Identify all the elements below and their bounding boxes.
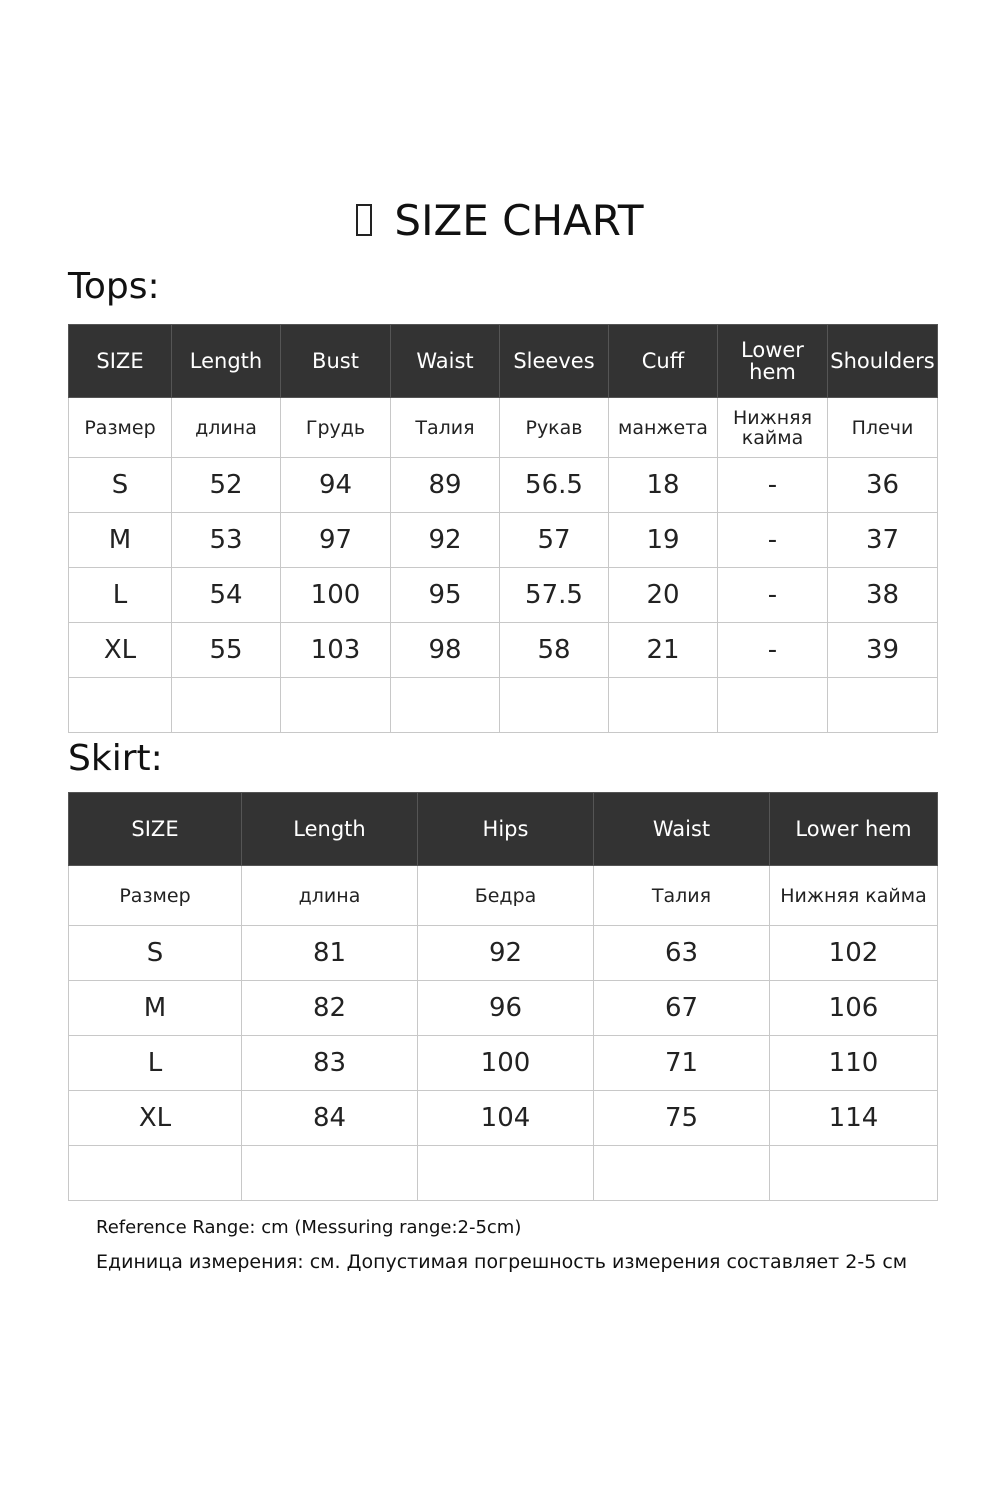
column-header: Bust [281,325,391,398]
column-header-ru: длина [172,398,281,458]
skirt-heading: Skirt: [68,738,163,779]
table-cell: 53 [172,513,281,568]
table-cell: 57 [500,513,609,568]
reference-note: Reference Range: cm (Messuring range:2-5cm) [96,1217,522,1238]
table-cell: 82 [242,981,418,1036]
table-row [69,623,938,678]
column-header-ru: Размер [69,398,172,458]
empty-cell [391,678,500,733]
table-cell: 75 [594,1091,770,1146]
table-cell: M [69,513,172,568]
column-header-ru: длина [242,866,418,926]
table-cell: S [69,926,242,981]
column-header: Length [242,793,418,866]
table-cell: L [69,1036,242,1091]
skirt-table [68,792,938,1201]
tops-heading: Tops: [68,266,160,307]
column-header: Sleeves [500,325,609,398]
empty-cell [594,1146,770,1201]
table-cell: 36 [828,458,938,513]
table-cell: - [718,623,828,678]
column-header-ru: Талия [594,866,770,926]
table-cell: 56.5 [500,458,609,513]
table-cell: 103 [281,623,391,678]
table-cell: 84 [242,1091,418,1146]
table-row [69,513,938,568]
empty-cell [609,678,718,733]
table-cell: L [69,568,172,623]
table-cell: 81 [242,926,418,981]
column-header-ru: Талия [391,398,500,458]
table-cell: 92 [418,926,594,981]
table-cell: 67 [594,981,770,1036]
column-header-ru: манжета [609,398,718,458]
column-header: Shoulders [828,325,938,398]
table-cell: 63 [594,926,770,981]
table-cell: 19 [609,513,718,568]
table-cell: 54 [172,568,281,623]
table-cell: 89 [391,458,500,513]
table-cell: 71 [594,1036,770,1091]
reference-note-ru: Единица измерения: см. Допустимая погрешность измерения составляет 2-5 см [96,1251,908,1273]
column-header: SIZE [69,793,242,866]
column-header: Length [172,325,281,398]
table-cell: 57.5 [500,568,609,623]
table-cell: - [718,568,828,623]
column-header: Cuff [609,325,718,398]
empty-cell [418,1146,594,1201]
empty-row [69,1146,938,1201]
empty-row [69,678,938,733]
table-cell: 39 [828,623,938,678]
table-cell: 58 [500,623,609,678]
column-header-ru: Грудь [281,398,391,458]
column-header-ru: Размер [69,866,242,926]
table-cell: 83 [242,1036,418,1091]
table-row [69,458,938,513]
empty-cell [828,678,938,733]
table-cell: 100 [418,1036,594,1091]
column-header-ru: Нижняя кайма [770,866,938,926]
table-cell: 94 [281,458,391,513]
table-cell: 110 [770,1036,938,1091]
empty-cell [770,1146,938,1201]
header-row-ru [69,866,938,926]
column-header: Lower hem [718,325,828,398]
table-cell: 104 [418,1091,594,1146]
title-text: SIZE CHART [394,196,644,245]
table-cell: S [69,458,172,513]
empty-cell [172,678,281,733]
column-header: SIZE [69,325,172,398]
table-cell: 102 [770,926,938,981]
empty-cell [281,678,391,733]
table-cell: 55 [172,623,281,678]
table-cell: 100 [281,568,391,623]
table-cell: XL [69,623,172,678]
column-header-ru: Плечи [828,398,938,458]
header-row-ru [69,398,938,458]
column-header: Hips [418,793,594,866]
table-cell: M [69,981,242,1036]
column-header: Waist [391,325,500,398]
table-cell: 37 [828,513,938,568]
column-header-ru: Рукав [500,398,609,458]
empty-cell [718,678,828,733]
table-cell: 20 [609,568,718,623]
table-cell: 38 [828,568,938,623]
tops-table [68,324,938,733]
empty-cell [500,678,609,733]
table-row [69,981,938,1036]
empty-cell [69,678,172,733]
column-header: Waist [594,793,770,866]
table-row [69,568,938,623]
table-cell: - [718,513,828,568]
table-cell: 98 [391,623,500,678]
header-row [69,325,938,398]
table-cell: 106 [770,981,938,1036]
table-row [69,926,938,981]
empty-cell [69,1146,242,1201]
column-header: Lower hem [770,793,938,866]
page-title [0,196,1000,245]
table-cell: 114 [770,1091,938,1146]
table-cell: 92 [391,513,500,568]
column-header-ru: Нижняя кайма [718,398,828,458]
table-cell: 97 [281,513,391,568]
header-row [69,793,938,866]
empty-cell [242,1146,418,1201]
ruler-icon [356,204,372,236]
table-cell: XL [69,1091,242,1146]
table-cell: 95 [391,568,500,623]
table-row [69,1036,938,1091]
table-cell: 52 [172,458,281,513]
table-cell: 21 [609,623,718,678]
table-cell: 18 [609,458,718,513]
table-cell: - [718,458,828,513]
table-cell: 96 [418,981,594,1036]
column-header-ru: Бедра [418,866,594,926]
table-row [69,1091,938,1146]
